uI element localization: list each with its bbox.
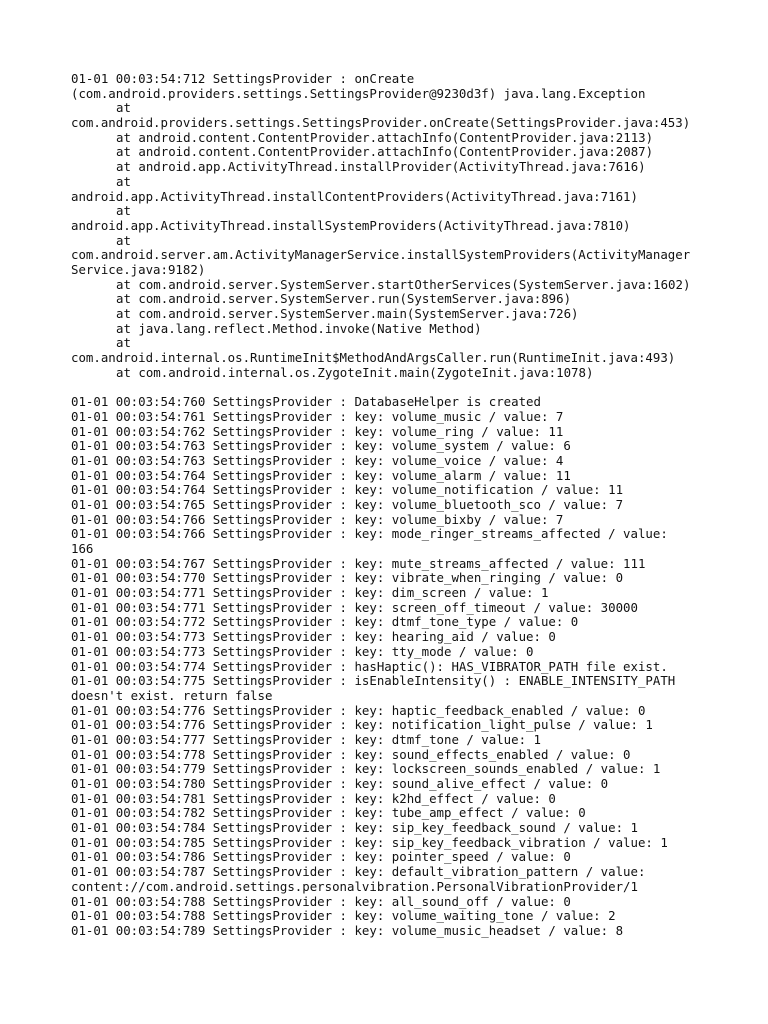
stack-trace-line: at android.app.ActivityThread.installProvider(ActivityThread.java:7616) xyxy=(116,159,646,175)
stack-trace-line: 01-01 00:03:54:712 SettingsProvider : onCreate xyxy=(71,71,415,86)
log-line: 01-01 00:03:54:779 SettingsProvider : key: lockscreen_sounds_enabled / value: 1 xyxy=(71,761,661,777)
settings-log-block xyxy=(71,395,731,938)
log-line: 01-01 00:03:54:760 SettingsProvider : DatabaseHelper is created xyxy=(71,394,541,410)
stack-trace-line: at xyxy=(116,173,131,189)
log-line: 01-01 00:03:54:778 SettingsProvider : key: sound_effects_enabled / value: 0 xyxy=(71,746,631,762)
log-line: doesn't exist. return false xyxy=(71,687,273,703)
log-line: 01-01 00:03:54:777 SettingsProvider : key: dtmf_tone / value: 1 xyxy=(71,731,541,747)
stack-trace-line: at android.content.ContentProvider.attachInfo(ContentProvider.java:2087) xyxy=(116,144,654,160)
stack-trace-line: at com.android.server.SystemServer.startOtherServices(SystemServer.java:1602) xyxy=(116,276,691,292)
log-line: 01-01 00:03:54:789 SettingsProvider : key: volume_music_headset / value: 8 xyxy=(71,922,624,938)
stack-trace-line: com.android.server.am.ActivityManagerService.installSystemProviders(ActivityManager xyxy=(71,247,691,263)
log-line: 01-01 00:03:54:773 SettingsProvider : key: tty_mode / value: 0 xyxy=(71,643,534,659)
stack-trace-line: com.android.internal.os.RuntimeInit$MethodAndArgsCaller.run(RuntimeInit.java:493) xyxy=(71,350,676,366)
log-line: 01-01 00:03:54:788 SettingsProvider : key: all_sound_off / value: 0 xyxy=(71,893,571,909)
log-line: 01-01 00:03:54:774 SettingsProvider : hasHaptic(): HAS_VIBRATOR_PATH file exist. xyxy=(71,658,668,674)
log-line: 01-01 00:03:54:761 SettingsProvider : key: volume_music / value: 7 xyxy=(71,408,564,424)
stack-trace-line: at xyxy=(116,100,131,116)
log-line: 01-01 00:03:54:782 SettingsProvider : key: tube_amp_effect / value: 0 xyxy=(71,805,586,821)
log-line: 01-01 00:03:54:764 SettingsProvider : key: volume_notification / value: 11 xyxy=(71,482,624,498)
log-line: 01-01 00:03:54:776 SettingsProvider : key: notification_light_pulse / value: 1 xyxy=(71,717,653,733)
log-line: 01-01 00:03:54:771 SettingsProvider : key: screen_off_timeout / value: 30000 xyxy=(71,599,638,615)
stack-trace-line: Service.java:9182) xyxy=(71,261,206,277)
stack-trace-line: com.android.providers.settings.SettingsProvider.onCreate(SettingsProvider.java:453) xyxy=(71,115,691,131)
log-line: 01-01 00:03:54:786 SettingsProvider : key: pointer_speed / value: 0 xyxy=(71,849,571,865)
stack-trace-line: at com.android.internal.os.ZygoteInit.main(ZygoteInit.java:1078) xyxy=(116,364,594,380)
log-line: 01-01 00:03:54:762 SettingsProvider : key: volume_ring / value: 11 xyxy=(71,423,564,439)
log-line: 01-01 00:03:54:775 SettingsProvider : isEnableIntensity() : ENABLE_INTENSITY_PATH xyxy=(71,673,676,689)
stack-trace-line: at android.content.ContentProvider.attachInfo(ContentProvider.java:2113) xyxy=(116,129,654,145)
stack-trace-line: at xyxy=(116,232,131,248)
log-line: 01-01 00:03:54:766 SettingsProvider : key: mode_ringer_streams_affected / value: xyxy=(71,526,668,542)
log-line: 01-01 00:03:54:771 SettingsProvider : key: dim_screen / value: 1 xyxy=(71,585,549,601)
log-document xyxy=(71,72,731,939)
stack-trace-line: at xyxy=(116,203,131,219)
log-line: 01-01 00:03:54:763 SettingsProvider : key: volume_voice / value: 4 xyxy=(71,452,564,468)
log-line: content://com.android.settings.personalvibration.PersonalVibrationProvider/1 xyxy=(71,878,638,894)
log-line: 01-01 00:03:54:770 SettingsProvider : key: vibrate_when_ringing / value: 0 xyxy=(71,570,624,586)
log-line: 01-01 00:03:54:780 SettingsProvider : key: sound_alive_effect / value: 0 xyxy=(71,776,609,791)
stack-trace-line: at java.lang.reflect.Method.invoke(Native Method) xyxy=(116,320,482,336)
log-line: 01-01 00:03:54:773 SettingsProvider : key: hearing_aid / value: 0 xyxy=(71,629,556,645)
stack-trace-block xyxy=(71,72,731,380)
log-line: 01-01 00:03:54:776 SettingsProvider : key: haptic_feedback_enabled / value: 0 xyxy=(71,702,646,718)
stack-trace-line: at com.android.server.SystemServer.run(SystemServer.java:896) xyxy=(116,291,572,307)
log-line: 01-01 00:03:54:784 SettingsProvider : key: sip_key_feedback_sound / value: 1 xyxy=(71,820,638,836)
log-line: 01-01 00:03:54:785 SettingsProvider : key: sip_key_feedback_vibration / value: 1 xyxy=(71,834,668,850)
stack-trace-line: at com.android.server.SystemServer.main(SystemServer.java:726) xyxy=(116,306,579,321)
stack-trace-line: (com.android.providers.settings.SettingsProvider@9230d3f) java.lang.Exception xyxy=(71,85,646,101)
log-line: 01-01 00:03:54:772 SettingsProvider : key: dtmf_tone_type / value: 0 xyxy=(71,614,579,630)
stack-trace-line: android.app.ActivityThread.installSystemProviders(ActivityThread.java:7810) xyxy=(71,217,631,233)
log-line: 01-01 00:03:54:763 SettingsProvider : key: volume_system / value: 6 xyxy=(71,438,571,454)
log-line: 166 xyxy=(71,541,94,556)
log-line: 01-01 00:03:54:766 SettingsProvider : key: volume_bixby / value: 7 xyxy=(71,511,564,527)
stack-trace-line: at xyxy=(116,335,131,351)
blank-line xyxy=(71,380,731,395)
log-line: 01-01 00:03:54:788 SettingsProvider : key: volume_waiting_tone / value: 2 xyxy=(71,908,616,924)
log-line: 01-01 00:03:54:765 SettingsProvider : key: volume_bluetooth_sco / value: 7 xyxy=(71,496,624,512)
log-line: 01-01 00:03:54:781 SettingsProvider : key: k2hd_effect / value: 0 xyxy=(71,790,556,806)
stack-trace-line: android.app.ActivityThread.installContentProviders(ActivityThread.java:7161) xyxy=(71,188,638,204)
log-line: 01-01 00:03:54:787 SettingsProvider : key: default_vibration_pattern / value: xyxy=(71,864,646,880)
log-line: 01-01 00:03:54:764 SettingsProvider : key: volume_alarm / value: 11 xyxy=(71,467,571,483)
log-line: 01-01 00:03:54:767 SettingsProvider : key: mute_streams_affected / value: 111 xyxy=(71,555,646,571)
